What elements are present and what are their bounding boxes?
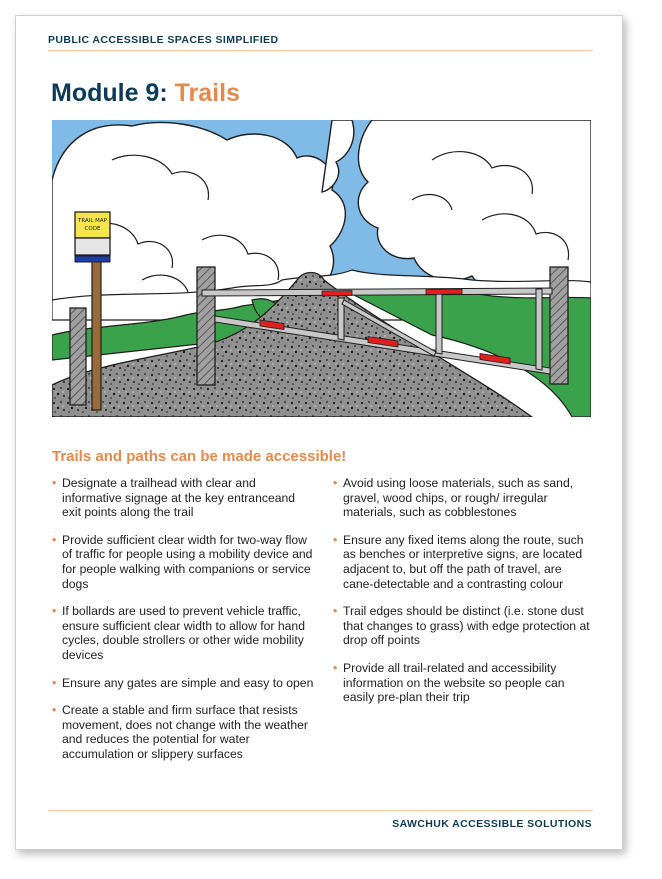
list-item-text: Trail edges should be distinct (i.e. stone dust that changes to grass) with edge protection at drop off points xyxy=(343,604,590,648)
bullet-icon: • xyxy=(52,532,57,547)
module-title-topic: Trails xyxy=(174,79,240,107)
list-item-text: Designate a trailhead with clear and informative signage at the key entranceand exit points along the trail xyxy=(62,476,296,520)
list-item-text: Ensure any fixed items along the route, such as benches or interpretive signs, are located adjacent to, but off the path of travel, are cane-detectable and a contrasting colour xyxy=(343,532,584,591)
list-item xyxy=(333,476,593,520)
running-footer: SAWCHUK ACCESSIBLE SOLUTIONS xyxy=(392,818,592,830)
module-title xyxy=(51,79,240,108)
bullet-icon: • xyxy=(52,604,57,619)
bullet-icon: • xyxy=(52,703,57,718)
header-divider xyxy=(48,50,593,51)
left-bollard-post xyxy=(70,308,86,405)
list-item xyxy=(52,703,314,761)
document-page xyxy=(15,15,623,850)
sign-text-line1: TRAIL MAP xyxy=(78,218,107,224)
list-item xyxy=(52,604,314,662)
bullet-icon: • xyxy=(333,532,338,547)
module-title-prefix: Module 9: xyxy=(51,79,175,107)
sign-text-line2: CODE xyxy=(84,226,101,232)
running-header: PUBLIC ACCESSIBLE SPACES SIMPLIFIED xyxy=(48,34,279,46)
bullet-icon: • xyxy=(52,675,57,690)
bullet-icon: • xyxy=(333,476,338,490)
list-item-text: Avoid using loose materials, such as sand, gravel, wood chips, or rough/ irregular materials, such as cobblestones xyxy=(343,476,574,520)
bullet-list-left xyxy=(52,476,314,775)
list-item-text: Provide all trail-related and accessibility information on the website so people can easily pre-plan their trip xyxy=(343,660,565,705)
bullet-icon: • xyxy=(333,604,338,619)
list-item xyxy=(333,533,593,591)
gate-hinge-post xyxy=(197,267,215,385)
list-item xyxy=(52,533,314,591)
list-item-text: If bollards are used to prevent vehicle traffic, ensure sufficient clear width to allow for hand cycles, double strollers or other wide mobility devices xyxy=(62,604,305,662)
list-item-text: Ensure any gates are simple and easy to open xyxy=(62,675,314,690)
section-subheading: Trails and paths can be made accessible! xyxy=(52,448,347,465)
trail-gate-illustration xyxy=(52,120,591,417)
list-item xyxy=(52,676,314,691)
bullet-icon: • xyxy=(333,660,338,675)
list-item xyxy=(333,661,593,705)
list-item xyxy=(52,476,314,520)
bullet-icon: • xyxy=(52,476,57,490)
list-item-text: Create a stable and firm surface that resists movement, does not change with the weather and reduces the potential for water accumulation or slippery surfaces xyxy=(62,703,308,761)
bullet-list-right xyxy=(333,476,593,718)
gate-latch-post xyxy=(550,267,568,384)
footer-divider xyxy=(48,810,593,811)
list-item xyxy=(333,604,593,648)
list-item-text: Provide sufficient clear width for two-way flow of traffic for people using a mobility device and for people walking with companions or service dogs xyxy=(62,532,313,591)
